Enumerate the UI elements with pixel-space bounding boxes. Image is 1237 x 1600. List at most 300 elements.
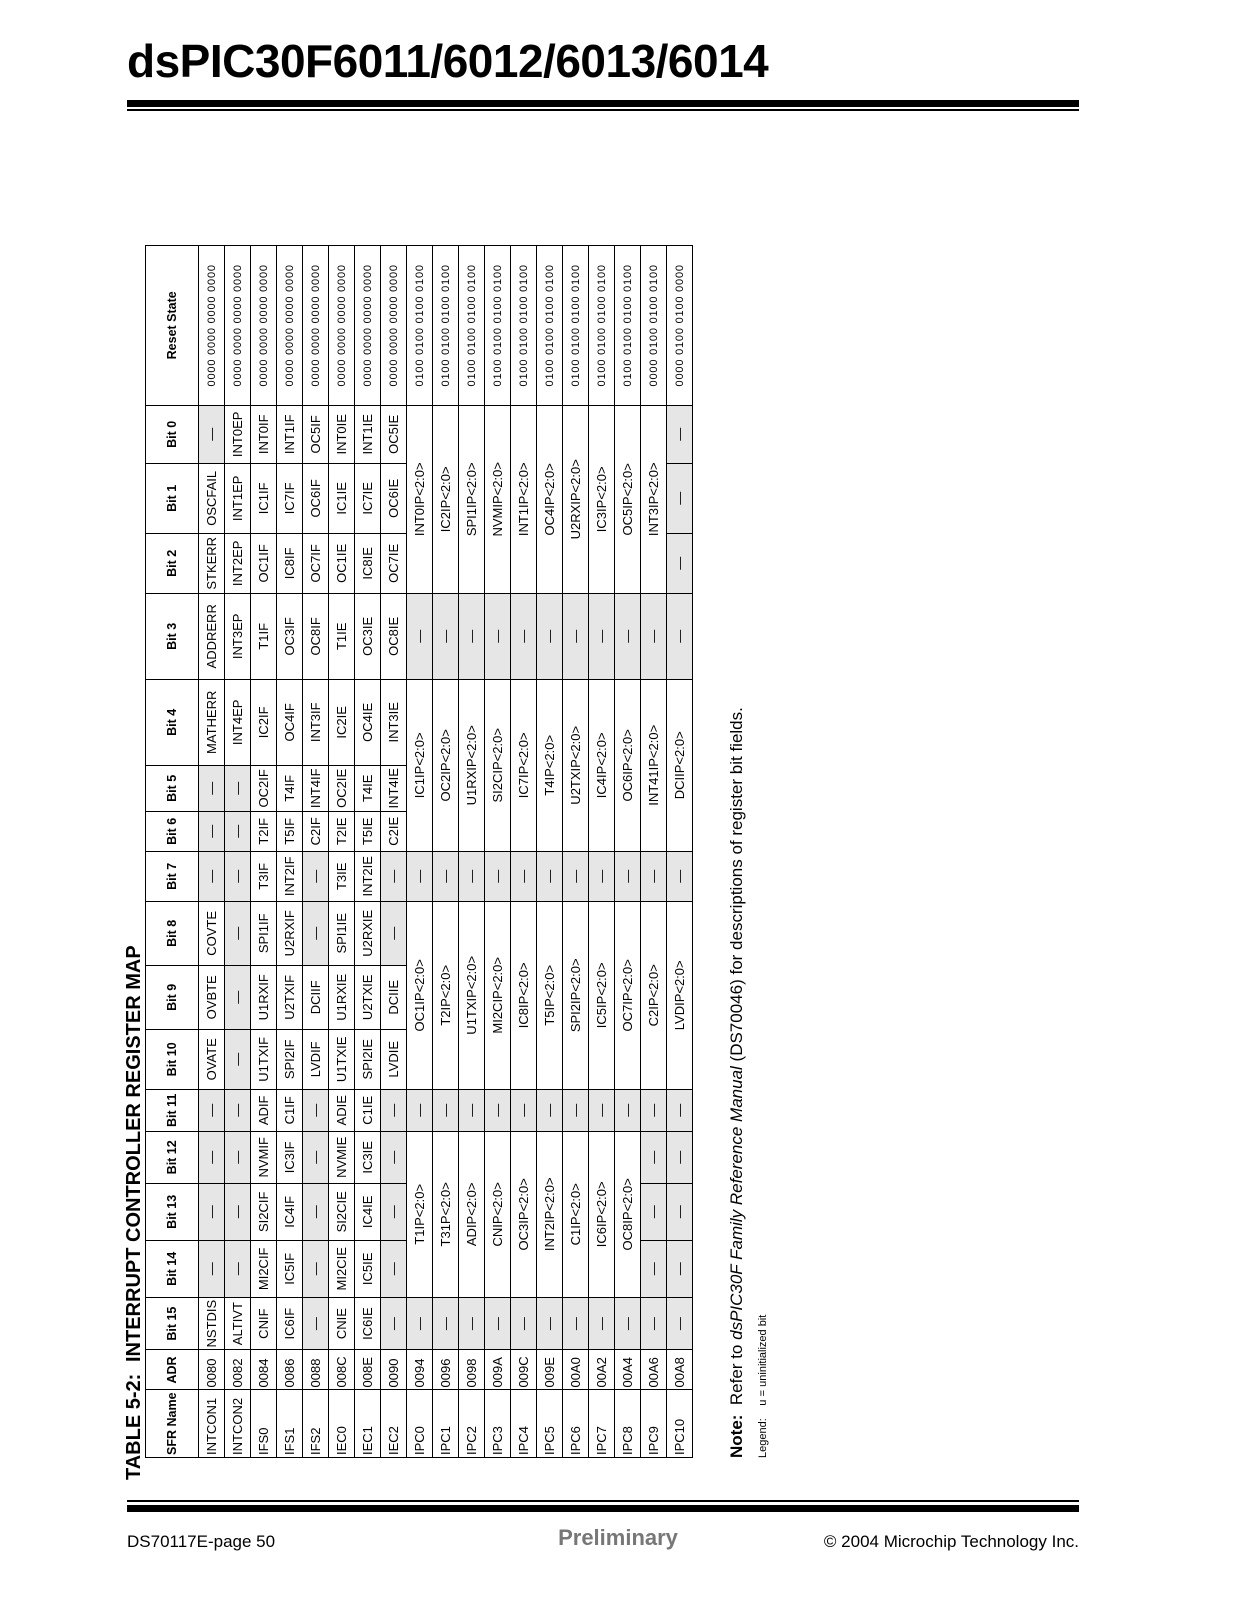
bit-cell: INT3IE bbox=[381, 679, 407, 765]
bit-cell: OC4IE bbox=[355, 679, 381, 765]
bit-cell: IC2IF bbox=[251, 679, 277, 765]
bit-cell: ADIF bbox=[251, 1089, 277, 1131]
reset-state-cell: 0100 0100 0100 0100 bbox=[407, 245, 433, 405]
table-header-row bbox=[146, 245, 199, 1457]
table-row bbox=[251, 245, 277, 1457]
reset-state-cell: 0100 0100 0100 0100 bbox=[485, 245, 511, 405]
sfr-name-cell: IPC5 bbox=[537, 1390, 563, 1458]
bit-cell: IC7IE bbox=[355, 463, 381, 533]
bit-cell: — bbox=[303, 1240, 329, 1297]
sfr-name-cell: IPC9 bbox=[641, 1390, 667, 1458]
address-cell: 009E bbox=[537, 1350, 563, 1390]
bit-cell: — bbox=[667, 593, 693, 679]
bit-cell: OC1IF bbox=[251, 533, 277, 593]
bit-cell: IC2IP<2:0> bbox=[433, 405, 459, 593]
table-title: INTERRUPT CONTROLLER REGISTER MAP bbox=[123, 945, 145, 1362]
bit-cell: — bbox=[667, 851, 693, 901]
bit-cell: — bbox=[615, 851, 641, 901]
bit-cell: — bbox=[667, 1089, 693, 1131]
bit-cell: — bbox=[641, 1183, 667, 1240]
reset-state-cell: 0000 0100 0100 0000 bbox=[667, 245, 693, 405]
bit-cell: IC6IF bbox=[277, 1297, 303, 1350]
bit-cell: INT41IP<2:0> bbox=[641, 679, 667, 851]
bit-cell: T5IF bbox=[277, 811, 303, 851]
bit-cell: IC2IE bbox=[329, 679, 355, 765]
bit-cell: — bbox=[199, 1183, 225, 1240]
bit-cell: T1IP<2:0> bbox=[407, 1131, 433, 1297]
sfr-name-cell: IFS0 bbox=[251, 1390, 277, 1458]
bit-cell: — bbox=[667, 463, 693, 533]
column-header: Bit 12 bbox=[146, 1131, 199, 1183]
footer-status: Preliminary bbox=[558, 1525, 678, 1550]
bit-cell: OC3IE bbox=[355, 593, 381, 679]
sfr-name-cell: IPC0 bbox=[407, 1390, 433, 1458]
bit-cell: — bbox=[303, 901, 329, 965]
bit-cell: U2RXIP<2:0> bbox=[563, 405, 589, 593]
bit-cell: U2TXIF bbox=[277, 965, 303, 1029]
bit-cell: IC3IP<2:0> bbox=[589, 405, 615, 593]
bit-cell: — bbox=[303, 1183, 329, 1240]
table-row bbox=[329, 245, 355, 1457]
bit-cell: — bbox=[667, 533, 693, 593]
bit-cell: OC7IF bbox=[303, 533, 329, 593]
bit-cell: — bbox=[667, 1240, 693, 1297]
bit-cell: — bbox=[459, 851, 485, 901]
column-header: Bit 14 bbox=[146, 1240, 199, 1297]
bit-cell: IC4IP<2:0> bbox=[589, 679, 615, 851]
bit-cell: ADIE bbox=[329, 1089, 355, 1131]
bit-cell: U1TXIF bbox=[251, 1029, 277, 1089]
bit-cell: — bbox=[667, 405, 693, 463]
bit-cell: IC1IE bbox=[329, 463, 355, 533]
bit-cell: — bbox=[225, 1029, 251, 1089]
address-cell: 009C bbox=[511, 1350, 537, 1390]
bit-cell: LVDIP<2:0> bbox=[667, 901, 693, 1089]
bit-cell: — bbox=[199, 1089, 225, 1131]
table-row bbox=[459, 245, 485, 1457]
bit-cell: C2IP<2:0> bbox=[641, 901, 667, 1089]
bit-cell: T1IE bbox=[329, 593, 355, 679]
column-header: Bit 5 bbox=[146, 765, 199, 811]
bit-cell: T1IF bbox=[251, 593, 277, 679]
bit-cell: DCIIE bbox=[381, 965, 407, 1029]
note-label: Note: bbox=[727, 1414, 746, 1458]
sfr-name-cell: IPC1 bbox=[433, 1390, 459, 1458]
reset-state-cell: 0000 0000 0000 0000 bbox=[381, 245, 407, 405]
column-header: Bit 10 bbox=[146, 1029, 199, 1089]
rotated-table-block bbox=[123, 140, 783, 1480]
interrupt-register-table bbox=[145, 245, 693, 1458]
table-row bbox=[589, 245, 615, 1457]
address-cell: 0086 bbox=[277, 1350, 303, 1390]
bit-cell: IC3IE bbox=[355, 1131, 381, 1183]
address-cell: 0098 bbox=[459, 1350, 485, 1390]
bit-cell: — bbox=[537, 593, 563, 679]
bit-cell: — bbox=[537, 1297, 563, 1350]
address-cell: 0094 bbox=[407, 1350, 433, 1390]
sfr-name-cell: IPC6 bbox=[563, 1390, 589, 1458]
bit-cell: — bbox=[199, 405, 225, 463]
bit-cell: — bbox=[407, 1297, 433, 1350]
bit-cell: — bbox=[485, 1297, 511, 1350]
column-header: Bit 9 bbox=[146, 965, 199, 1029]
bit-cell: — bbox=[225, 1131, 251, 1183]
bit-cell: T5IP<2:0> bbox=[537, 901, 563, 1089]
reset-state-cell: 0000 0000 0000 0000 bbox=[199, 245, 225, 405]
bit-cell: STKERR bbox=[199, 533, 225, 593]
bit-cell: IC4IE bbox=[355, 1183, 381, 1240]
bit-cell: — bbox=[381, 901, 407, 965]
table-row bbox=[303, 245, 329, 1457]
bit-cell: — bbox=[303, 851, 329, 901]
bit-cell: CNIF bbox=[251, 1297, 277, 1350]
bit-cell: NVMIP<2:0> bbox=[485, 405, 511, 593]
table-row bbox=[433, 245, 459, 1457]
sfr-name-cell: IEC0 bbox=[329, 1390, 355, 1458]
bit-cell: SI2CIE bbox=[329, 1183, 355, 1240]
column-header: SFR Name bbox=[146, 1390, 199, 1458]
sfr-name-cell: IFS1 bbox=[277, 1390, 303, 1458]
bit-cell: — bbox=[667, 1297, 693, 1350]
address-cell: 0084 bbox=[251, 1350, 277, 1390]
bit-cell: — bbox=[303, 1089, 329, 1131]
bit-cell: — bbox=[407, 593, 433, 679]
bit-cell: INT1EP bbox=[225, 463, 251, 533]
bit-cell: OC7IE bbox=[381, 533, 407, 593]
reset-state-cell: 0000 0000 0000 0000 bbox=[251, 245, 277, 405]
sfr-name-cell: INTCON2 bbox=[225, 1390, 251, 1458]
table-row bbox=[537, 245, 563, 1457]
address-cell: 00A8 bbox=[667, 1350, 693, 1390]
footer-copyright: © 2004 Microchip Technology Inc. bbox=[823, 1532, 1079, 1551]
bit-cell: LVDIE bbox=[381, 1029, 407, 1089]
bit-cell: IC7IP<2:0> bbox=[511, 679, 537, 851]
bit-cell: C2IE bbox=[381, 811, 407, 851]
bit-cell: IC8IP<2:0> bbox=[511, 901, 537, 1089]
address-cell: 008C bbox=[329, 1350, 355, 1390]
bit-cell: INT3IF bbox=[303, 679, 329, 765]
bit-cell: — bbox=[511, 1089, 537, 1131]
bit-cell: — bbox=[381, 1089, 407, 1131]
reset-state-cell: 0100 0100 0100 0100 bbox=[615, 245, 641, 405]
sfr-name-cell: IPC10 bbox=[667, 1390, 693, 1458]
bit-cell: — bbox=[199, 811, 225, 851]
bit-cell: DCIIF bbox=[303, 965, 329, 1029]
address-cell: 008E bbox=[355, 1350, 381, 1390]
bit-cell: — bbox=[641, 1240, 667, 1297]
legend bbox=[757, 1315, 770, 1458]
bit-cell: — bbox=[433, 1089, 459, 1131]
bit-cell: — bbox=[641, 851, 667, 901]
reset-state-cell: 0100 0100 0100 0100 bbox=[511, 245, 537, 405]
sfr-name-cell: IEC1 bbox=[355, 1390, 381, 1458]
legend-text: = uninitialized bit bbox=[757, 1314, 769, 1397]
column-header: Bit 13 bbox=[146, 1183, 199, 1240]
bit-cell: — bbox=[589, 1089, 615, 1131]
sfr-name-cell: IEC2 bbox=[381, 1390, 407, 1458]
bit-cell: — bbox=[615, 1297, 641, 1350]
bit-cell: T4IE bbox=[355, 765, 381, 811]
table-row bbox=[277, 245, 303, 1457]
bit-cell: — bbox=[199, 765, 225, 811]
bit-cell: IC5IE bbox=[355, 1240, 381, 1297]
bit-cell: — bbox=[225, 901, 251, 965]
bit-cell: U1RXIF bbox=[251, 965, 277, 1029]
bit-cell: — bbox=[225, 765, 251, 811]
bit-cell: — bbox=[667, 1183, 693, 1240]
address-cell: 00A2 bbox=[589, 1350, 615, 1390]
bit-cell: C2IF bbox=[303, 811, 329, 851]
bit-cell: — bbox=[485, 593, 511, 679]
bit-cell: — bbox=[511, 1297, 537, 1350]
bit-cell: ALTIVT bbox=[225, 1297, 251, 1350]
column-header: Bit 6 bbox=[146, 811, 199, 851]
bit-cell: — bbox=[225, 851, 251, 901]
bit-cell: — bbox=[225, 965, 251, 1029]
sfr-name-cell: IPC2 bbox=[459, 1390, 485, 1458]
reset-state-cell: 0000 0000 0000 0000 bbox=[303, 245, 329, 405]
reset-state-cell: 0000 0000 0000 0000 bbox=[355, 245, 381, 405]
column-header: Bit 11 bbox=[146, 1089, 199, 1131]
bit-cell: C1IF bbox=[277, 1089, 303, 1131]
sfr-name-cell: INTCON1 bbox=[199, 1390, 225, 1458]
bit-cell: — bbox=[641, 1297, 667, 1350]
reset-state-cell: 0000 0100 0100 0100 bbox=[641, 245, 667, 405]
bit-cell: — bbox=[537, 1089, 563, 1131]
bit-cell: — bbox=[563, 851, 589, 901]
sfr-name-cell: IPC8 bbox=[615, 1390, 641, 1458]
bit-cell: — bbox=[667, 1131, 693, 1183]
note-manual-title: dsPIC30F Family Reference Manual bbox=[727, 1066, 746, 1340]
bit-cell: T3IE bbox=[329, 851, 355, 901]
bit-cell: — bbox=[381, 1183, 407, 1240]
bit-cell: — bbox=[433, 851, 459, 901]
bit-cell: SI2CIP<2:0> bbox=[485, 679, 511, 851]
bit-cell: — bbox=[199, 1131, 225, 1183]
footer-doc-id: DS70117E-page 50 bbox=[127, 1532, 276, 1551]
bit-cell: — bbox=[225, 811, 251, 851]
bit-cell: INT0IP<2:0> bbox=[407, 405, 433, 593]
bit-cell: MI2CIP<2:0> bbox=[485, 901, 511, 1089]
bit-cell: OC6IE bbox=[381, 463, 407, 533]
bit-cell: OSCFAIL bbox=[199, 463, 225, 533]
bit-cell: OC8IP<2:0> bbox=[615, 1131, 641, 1297]
bit-cell: — bbox=[641, 1131, 667, 1183]
bit-cell: T3IF bbox=[251, 851, 277, 901]
bit-cell: INT4EP bbox=[225, 679, 251, 765]
bit-cell: — bbox=[459, 1297, 485, 1350]
bit-cell: INT4IF bbox=[303, 765, 329, 811]
bit-cell: SPI1IE bbox=[329, 901, 355, 965]
bit-cell: — bbox=[381, 851, 407, 901]
bit-cell: — bbox=[589, 851, 615, 901]
bit-cell: IC3IF bbox=[277, 1131, 303, 1183]
bit-cell: INT0IF bbox=[251, 405, 277, 463]
bit-cell: INT2EP bbox=[225, 533, 251, 593]
bit-cell: — bbox=[459, 593, 485, 679]
bit-cell: U1TXIP<2:0> bbox=[459, 901, 485, 1089]
bit-cell: T31P<2:0> bbox=[433, 1131, 459, 1297]
bit-cell: CNIE bbox=[329, 1297, 355, 1350]
bit-cell: NVMIF bbox=[251, 1131, 277, 1183]
address-cell: 0080 bbox=[199, 1350, 225, 1390]
bit-cell: OC1IE bbox=[329, 533, 355, 593]
bit-cell: U2RXIF bbox=[277, 901, 303, 965]
bit-cell: OC8IE bbox=[381, 593, 407, 679]
bit-cell: T5IE bbox=[355, 811, 381, 851]
table-row bbox=[563, 245, 589, 1457]
bit-cell: IC8IE bbox=[355, 533, 381, 593]
reset-state-cell: 0000 0000 0000 0000 bbox=[329, 245, 355, 405]
table-number: TABLE 5-2: bbox=[123, 1373, 145, 1480]
note-prefix: Refer to bbox=[727, 1339, 746, 1406]
address-cell: 0082 bbox=[225, 1350, 251, 1390]
bit-cell: ADDRERR bbox=[199, 593, 225, 679]
reset-state-cell: 0100 0100 0100 0100 bbox=[589, 245, 615, 405]
address-cell: 00A4 bbox=[615, 1350, 641, 1390]
bit-cell: — bbox=[459, 1089, 485, 1131]
bit-cell: NSTDIS bbox=[199, 1297, 225, 1350]
table-row bbox=[407, 245, 433, 1457]
bit-cell: C1IE bbox=[355, 1089, 381, 1131]
bit-cell: U2RXIE bbox=[355, 901, 381, 965]
bit-cell: IC8IF bbox=[277, 533, 303, 593]
address-cell: 00A6 bbox=[641, 1350, 667, 1390]
bit-cell: IC5IF bbox=[277, 1240, 303, 1297]
table-row bbox=[225, 245, 251, 1457]
bit-cell: OC5IP<2:0> bbox=[615, 405, 641, 593]
bit-cell: C1IP<2:0> bbox=[563, 1131, 589, 1297]
column-header: ADR bbox=[146, 1350, 199, 1390]
table-row bbox=[355, 245, 381, 1457]
footer-rule-thick bbox=[127, 1505, 1079, 1512]
reset-state-cell: 0000 0000 0000 0000 bbox=[225, 245, 251, 405]
table-wrapper bbox=[145, 245, 693, 1458]
bit-cell: U2TXIE bbox=[355, 965, 381, 1029]
column-header: Bit 1 bbox=[146, 463, 199, 533]
bit-cell: INT0IE bbox=[329, 405, 355, 463]
bit-cell: LVDIF bbox=[303, 1029, 329, 1089]
bit-cell: — bbox=[303, 1297, 329, 1350]
bit-cell: U2TXIP<2:0> bbox=[563, 679, 589, 851]
address-cell: 0090 bbox=[381, 1350, 407, 1390]
table-row bbox=[511, 245, 537, 1457]
bit-cell: IC6IP<2:0> bbox=[589, 1131, 615, 1297]
reset-state-cell: 0100 0100 0100 0100 bbox=[459, 245, 485, 405]
bit-cell: — bbox=[511, 851, 537, 901]
bit-cell: — bbox=[485, 851, 511, 901]
bit-cell: OVATE bbox=[199, 1029, 225, 1089]
note bbox=[727, 707, 747, 1458]
bit-cell: OVBTE bbox=[199, 965, 225, 1029]
header-rule-thin bbox=[127, 109, 1079, 111]
reset-state-cell: 0000 0000 0000 0000 bbox=[277, 245, 303, 405]
bit-cell: — bbox=[589, 593, 615, 679]
bit-cell: ADIP<2:0> bbox=[459, 1131, 485, 1297]
bit-cell: IC5IP<2:0> bbox=[589, 901, 615, 1089]
bit-cell: — bbox=[199, 1240, 225, 1297]
bit-cell: IC6IE bbox=[355, 1297, 381, 1350]
reset-state-cell: 0100 0100 0100 0100 bbox=[433, 245, 459, 405]
page-title: dsPIC30F6011/6012/6013/6014 bbox=[127, 35, 769, 87]
reset-state-cell: 0100 0100 0100 0100 bbox=[537, 245, 563, 405]
legend-label: Legend: bbox=[757, 1418, 769, 1458]
bit-cell: INT4IE bbox=[381, 765, 407, 811]
bit-cell: SPI2IP<2:0> bbox=[563, 901, 589, 1089]
bit-cell: — bbox=[615, 593, 641, 679]
sfr-name-cell: IPC7 bbox=[589, 1390, 615, 1458]
bit-cell: MATHERR bbox=[199, 679, 225, 765]
bit-cell: — bbox=[563, 1297, 589, 1350]
address-cell: 009A bbox=[485, 1350, 511, 1390]
bit-cell: OC2IP<2:0> bbox=[433, 679, 459, 851]
bit-cell: SPI1IF bbox=[251, 901, 277, 965]
bit-cell: OC4IF bbox=[277, 679, 303, 765]
table-row bbox=[641, 245, 667, 1457]
legend-symbol: u bbox=[758, 1399, 770, 1406]
column-header: Bit 7 bbox=[146, 851, 199, 901]
footer-rule-thin bbox=[127, 1500, 1079, 1502]
bit-cell: OC4IP<2:0> bbox=[537, 405, 563, 593]
bit-cell: OC7IP<2:0> bbox=[615, 901, 641, 1089]
bit-cell: COVTE bbox=[199, 901, 225, 965]
header-rule-thick bbox=[127, 100, 1079, 107]
bit-cell: SPI2IF bbox=[277, 1029, 303, 1089]
bit-cell: INT3EP bbox=[225, 593, 251, 679]
bit-cell: OC8IF bbox=[303, 593, 329, 679]
bit-cell: INT2IE bbox=[355, 851, 381, 901]
bit-cell: — bbox=[225, 1183, 251, 1240]
bit-cell: IC4IF bbox=[277, 1183, 303, 1240]
bit-cell: U1RXIE bbox=[329, 965, 355, 1029]
column-header: Bit 4 bbox=[146, 679, 199, 765]
reset-state-cell: 0100 0100 0100 0100 bbox=[563, 245, 589, 405]
bit-cell: IC1IP<2:0> bbox=[407, 679, 433, 851]
bit-cell: OC5IE bbox=[381, 405, 407, 463]
bit-cell: OC6IP<2:0> bbox=[615, 679, 641, 851]
bit-cell: INT1IF bbox=[277, 405, 303, 463]
bit-cell: — bbox=[381, 1297, 407, 1350]
bit-cell: INT0EP bbox=[225, 405, 251, 463]
bit-cell: SPI2IE bbox=[355, 1029, 381, 1089]
bit-cell: IC1IF bbox=[251, 463, 277, 533]
table-row bbox=[381, 245, 407, 1457]
bit-cell: INT3IP<2:0> bbox=[641, 405, 667, 593]
bit-cell: DCIIP<2:0> bbox=[667, 679, 693, 851]
bit-cell: INT2IP<2:0> bbox=[537, 1131, 563, 1297]
bit-cell: OC5IF bbox=[303, 405, 329, 463]
column-header: Bit 0 bbox=[146, 405, 199, 463]
bit-cell: U1TXIE bbox=[329, 1029, 355, 1089]
bit-cell: OC3IP<2:0> bbox=[511, 1131, 537, 1297]
table-row bbox=[485, 245, 511, 1457]
bit-cell: — bbox=[511, 593, 537, 679]
address-cell: 0096 bbox=[433, 1350, 459, 1390]
bit-cell: — bbox=[589, 1297, 615, 1350]
bit-cell: — bbox=[225, 1240, 251, 1297]
bit-cell: — bbox=[433, 1297, 459, 1350]
bit-cell: NVMIE bbox=[329, 1131, 355, 1183]
bit-cell: MI2CIE bbox=[329, 1240, 355, 1297]
bit-cell: — bbox=[407, 1089, 433, 1131]
bit-cell: SI2CIF bbox=[251, 1183, 277, 1240]
bit-cell: — bbox=[615, 1089, 641, 1131]
sfr-name-cell: IPC3 bbox=[485, 1390, 511, 1458]
column-header: Bit 2 bbox=[146, 533, 199, 593]
bit-cell: T2IP<2:0> bbox=[433, 901, 459, 1089]
bit-cell: — bbox=[563, 593, 589, 679]
bit-cell: OC3IF bbox=[277, 593, 303, 679]
